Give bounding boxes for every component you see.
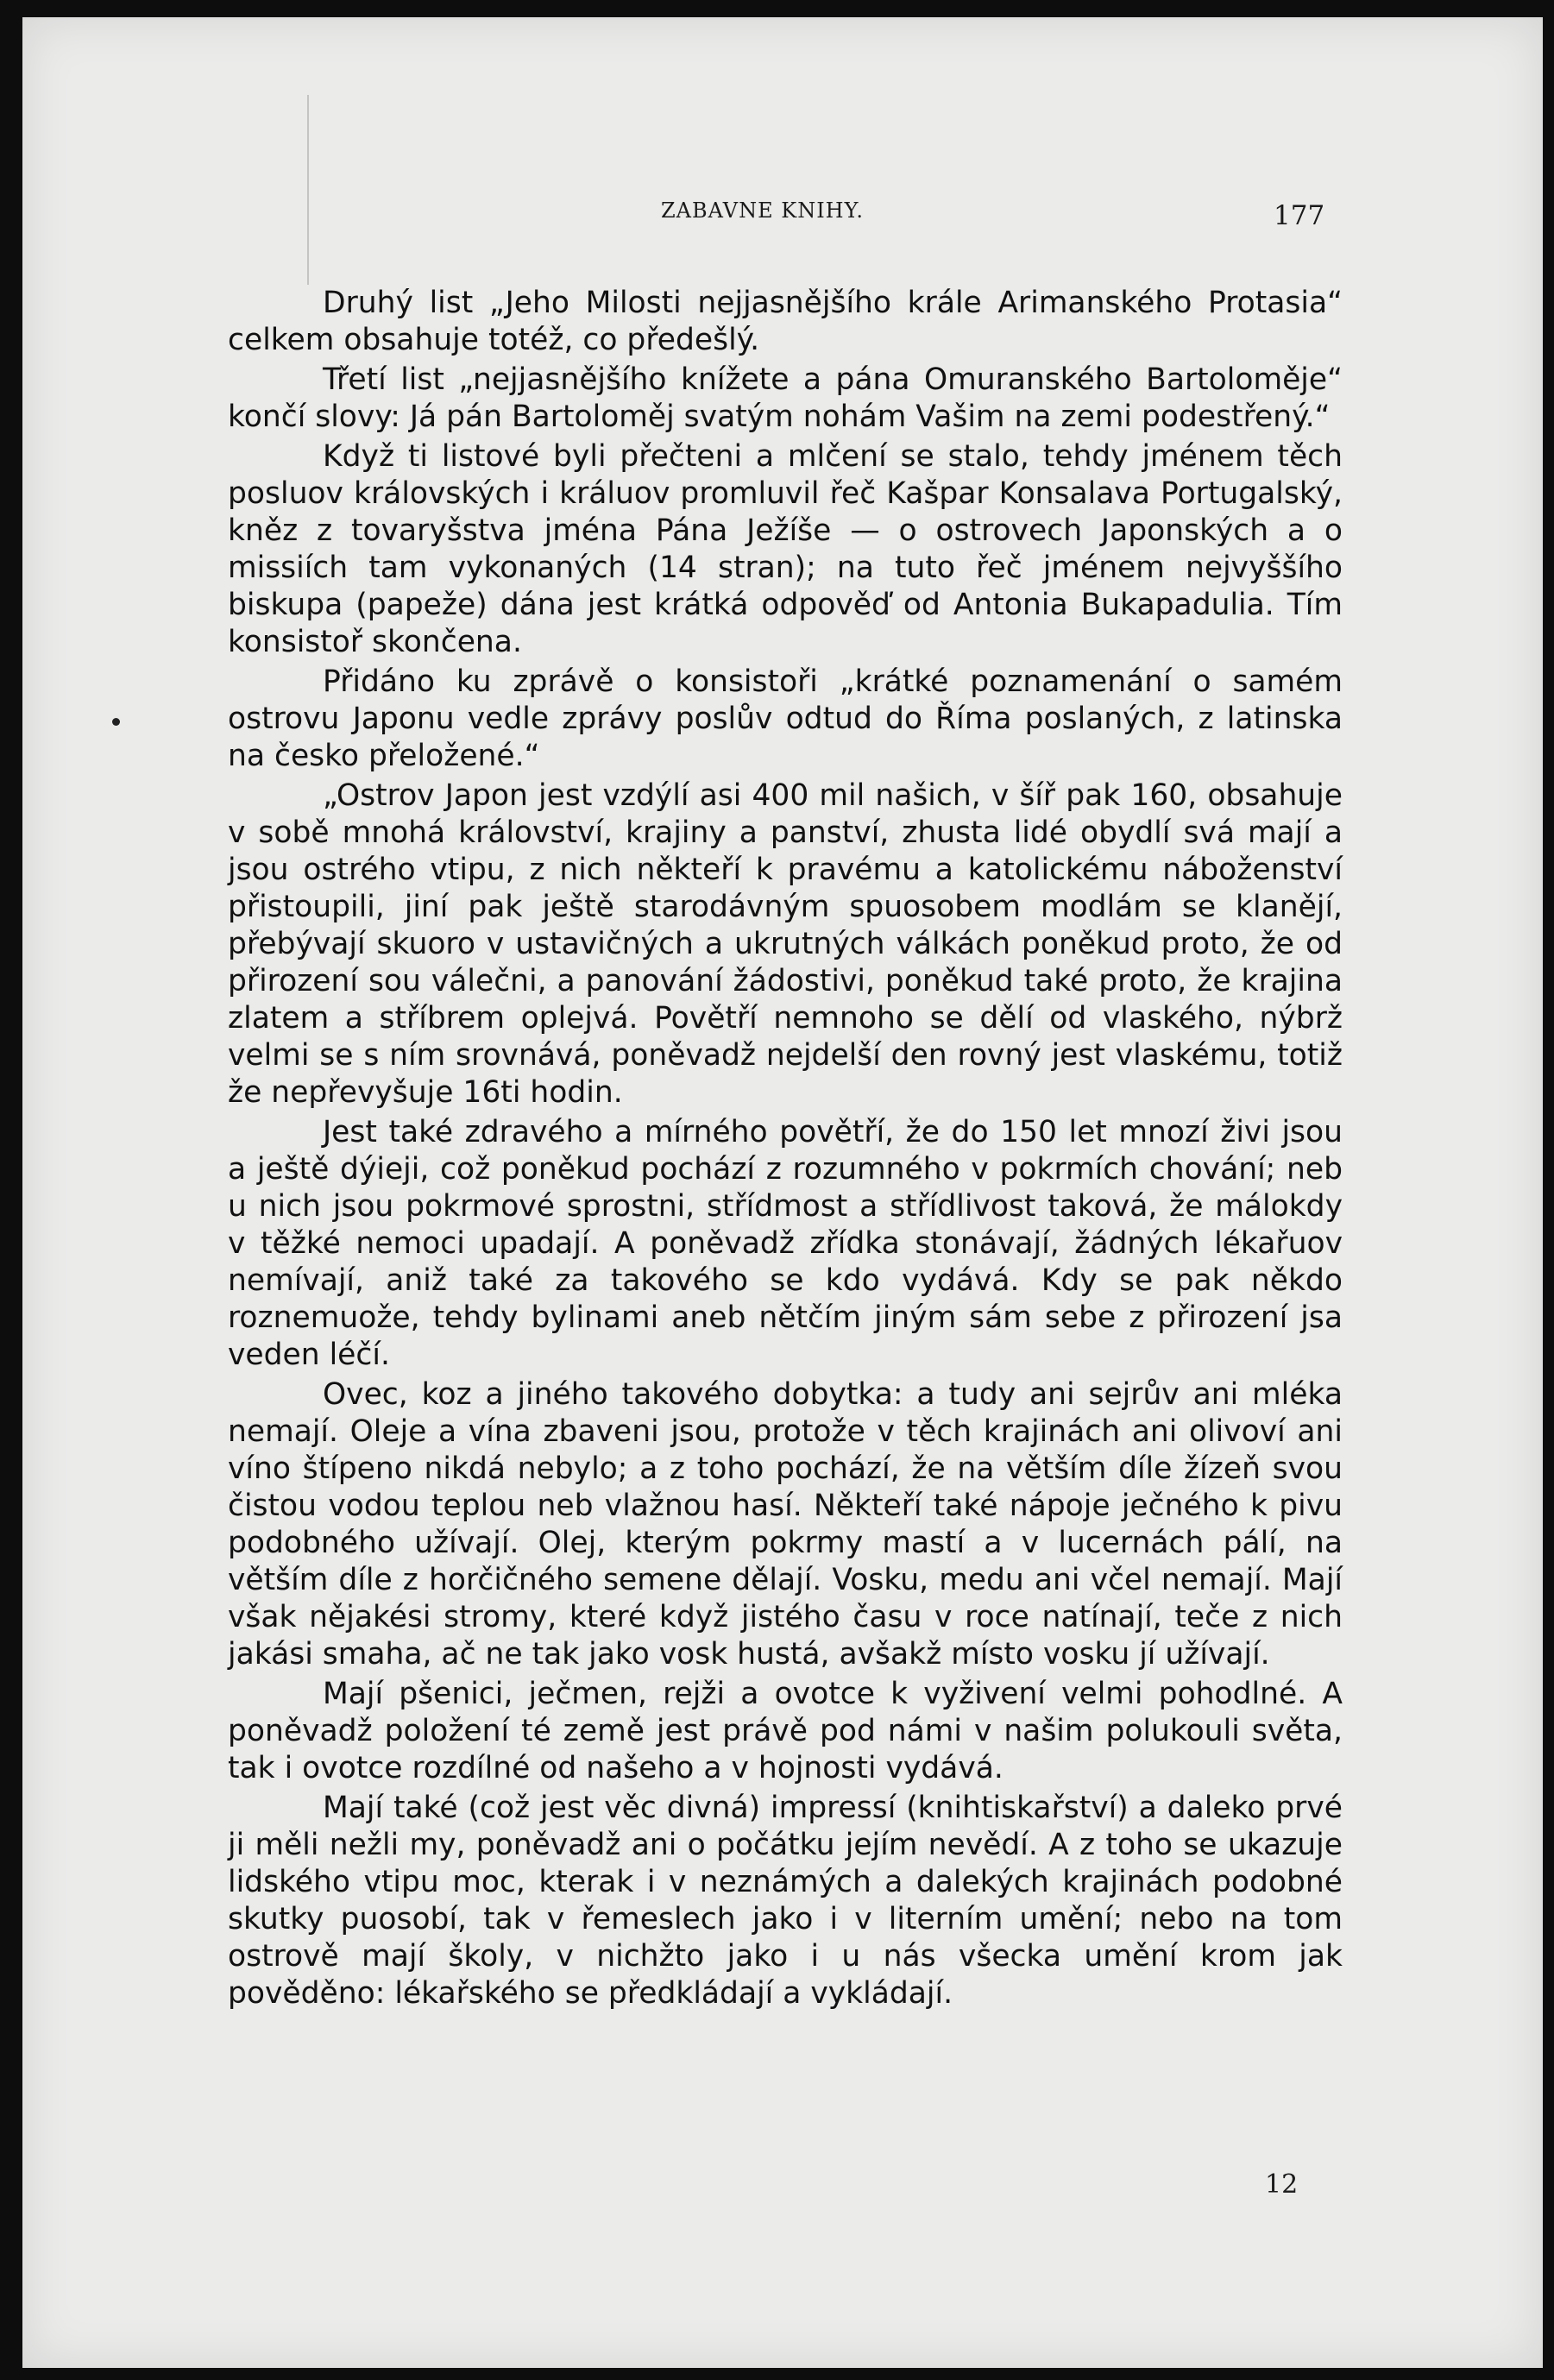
margin-mark [307, 95, 309, 285]
body-text [228, 285, 1343, 2015]
signature-mark: 12 [1265, 2169, 1299, 2200]
book-page [22, 17, 1543, 2368]
paragraph: Mají pšenici, ječmen, rejži a ovotce k vyživení velmi pohodlné. A poněvadž položení té země jest právě pod námi v našim polukouli světa, tak i ovotce rozdílné od našeho a v hojnosti vydává. [228, 1677, 1343, 1785]
running-title: ZABAVNE KNIHY. [661, 198, 864, 223]
paragraph: Přidáno ku zprávě o konsistoři „krátké poznamenání o samém ostrovu Japonu vedle zprávy poslův odtud do Říma poslaných, z latinska na česko přeložené.“ [228, 664, 1343, 773]
paragraph: Jest také zdravého a mírného povětří, že do 150 let mnozí živi jsou a ještě dýieji, což poněkud pochází z rozumného v pokrmích chování; neb u nich jsou pokrmové sprostni, střídmost a střídlivost taková, že málokdy v těžké nemoci upadají. A poněvadž zřídka stonávají, žádných lékařuov nemívají, aniž také za takového se kdo vydává. Kdy se pak někdo roznemuože, tehdy bylinami aneb nětčím jiným sám sebe z přirození jsa veden léčí. [228, 1115, 1343, 1372]
paragraph: Ovec, koz a jiného takového dobytka: a tudy ani sejrův ani mléka nemají. Oleje a vína zbaveni jsou, protože v těch krajinách ani olivoví ani víno štípeno nikdá nebylo; a z toho pochází, že na větším díle žízeň svou čistou vodou teplou neb vlažnou hasí. Někteří také nápoje ječného k pivu podobného užívají. Olej, kterým pokrmy mastí a v lucernách pálí, na větším díle z horčičného semene dělají. Vosku, medu ani včel nemají. Mají však nějakési stromy, které když jistého času v roce natínají, teče z nich jakási smaha, ač ne tak jako vosk hustá, avšakž místo vosku jí užívají. [228, 1377, 1343, 1672]
paragraph: Mají také (což jest věc divná) impressí (knihtiskařství) a daleko prvé ji měli nežli my, poněvadž ani o počátku jejím nevědí. A z toho se ukazuje lidského vtipu moc, kterak i v neznámých a dalekých krajinách podobné skutky puosobí, tak v řemeslech jako i v literním umění; nebo na tom ostrově mají školy, v nichžto jako i u nás všecka umění krom jak pověděno: lékařského se předkládají a vykládají. [228, 1791, 1343, 2011]
paragraph: Třetí list „nejjasnějšího knížete a pána Omuranského Bartoloměje“ končí slovy: Já pán Bartoloměj svatým nohám Vašim na zemi podestřený.“ [228, 362, 1343, 434]
paragraph: Když ti listové byli přečteni a mlčení se stalo, tehdy jménem těch posluov královských i králuov promluvil řeč Kašpar Konsalava Portugalský, kněz z tovaryšstva jména Pána Ježíše — o ostrovech Japonských a o missiích tam vykonaných (14 stran); na tuto řeč jménem nejvyššího biskupa (papeže) dána jest krátká odpověď od Antonia Bukapadulia. Tím konsistoř skončena. [228, 439, 1343, 659]
page-number: 177 [1274, 200, 1325, 231]
ink-dot [112, 718, 120, 726]
paragraph: Druhý list „Jeho Milosti nejjasnějšího krále Arimanského Protasia“ celkem obsahuje totéž, co předešlý. [228, 286, 1343, 357]
page-header [22, 198, 1543, 233]
paragraph: „Ostrov Japon jest vzdýlí asi 400 mil našich, v šíř pak 160, obsahuje v sobě mnohá království, krajiny a panství, zhusta lidé obydlí svá mají a jsou ostrého vtipu, z nich někteří k pravému a katolickému náboženství přistoupili, jiní pak ještě starodávným spuosobem modlám se klanějí, přebývají skuoro v ustavičných a ukrutných válkách poněkud proto, že od přirození sou válečni, a panování žádostivi, poněkud také proto, že krajina zlatem a stříbrem oplejvá. Povětří nemnoho se dělí od vlaského, nýbrž velmi se s ním srovnává, poněvadž nejdelší den rovný jest vlaskému, totiž že nepřevyšuje 16ti hodin. [228, 778, 1343, 1110]
